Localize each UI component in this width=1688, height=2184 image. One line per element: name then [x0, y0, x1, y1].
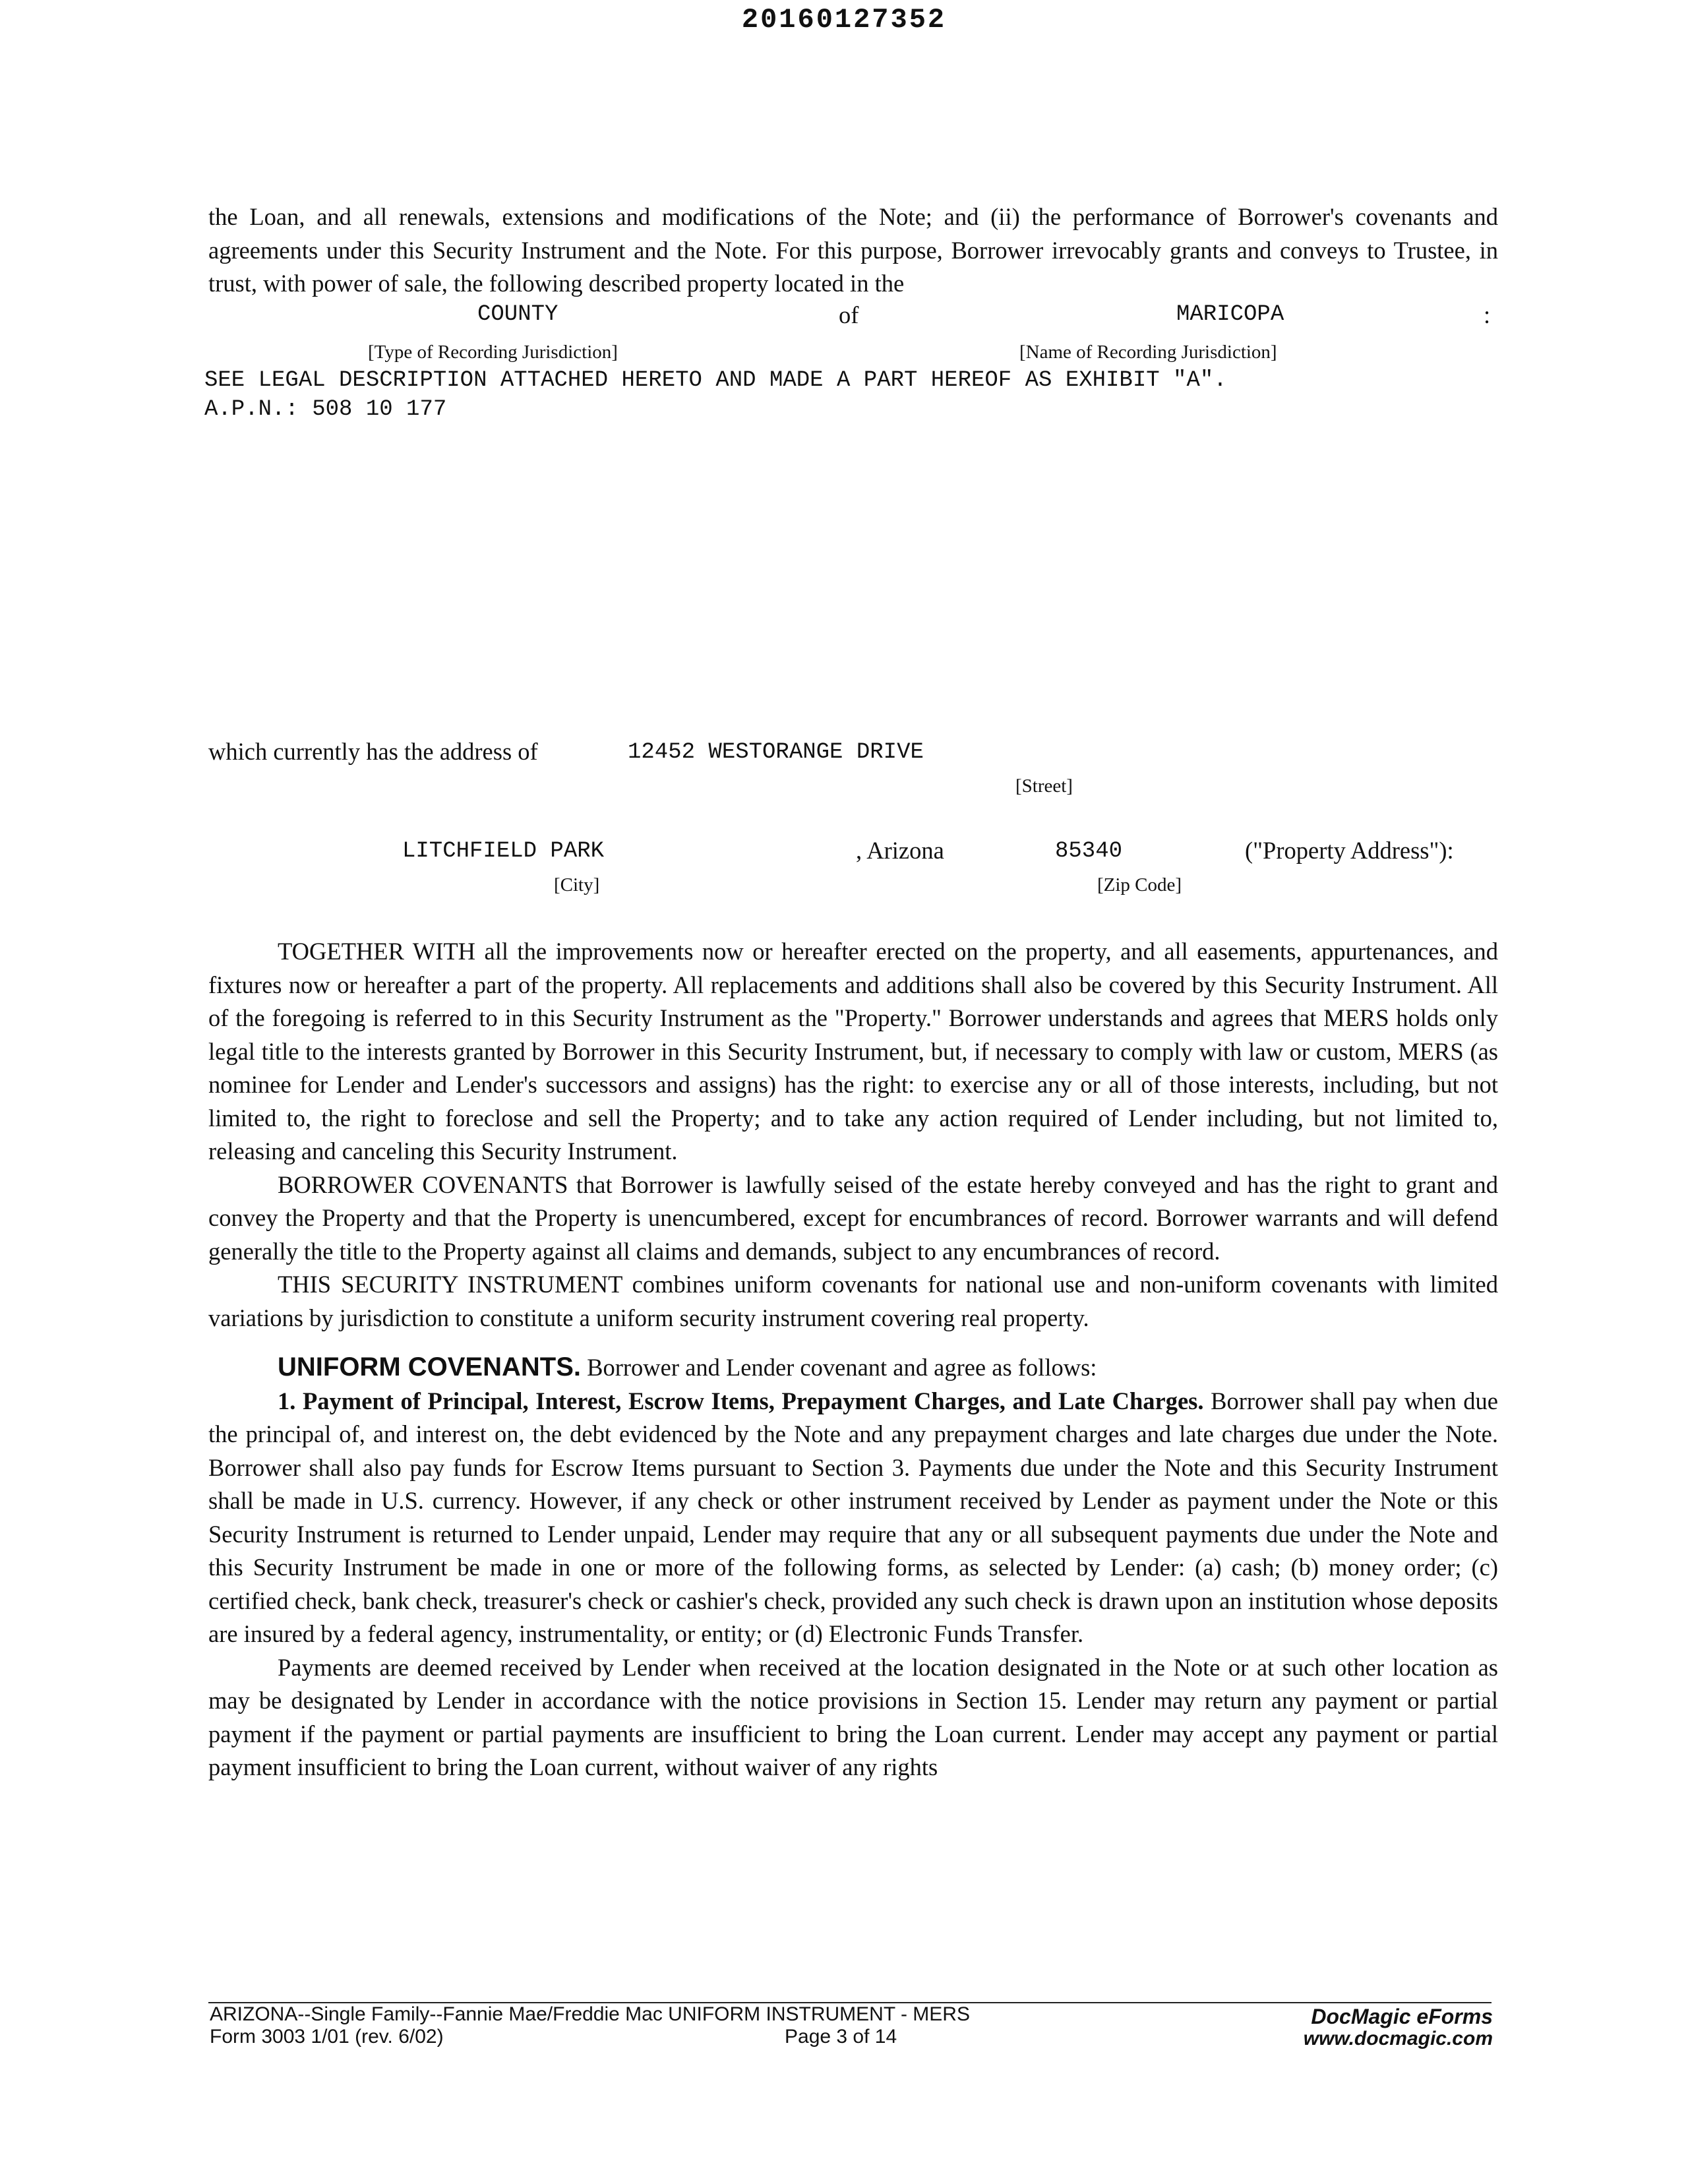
footer-brand-url: www.docmagic.com — [1303, 2028, 1493, 2049]
legal-description-apn: A.P.N.: 508 10 177 — [204, 397, 447, 422]
address-street-label: [Street] — [1015, 775, 1073, 797]
jurisdiction-of: of — [839, 301, 859, 328]
recording-number: 20160127352 — [741, 4, 947, 36]
borrower-covenants-paragraph: BORROWER COVENANTS that Borrower is lawfully seised of the estate hereby conveyed and has the right to grant and convey the Property and that the Property is unencumbered, except for encumbrances of record. Borrower warrants and will defend generally the title to the Property against all claims and demands, subject to any encumbrances of record. — [208, 1170, 1498, 1265]
uniform-covenants-heading: UNIFORM COVENANTS. — [278, 1352, 581, 1381]
footer-form-title: ARIZONA--Single Family--Fannie Mae/Freddie Mac UNIFORM INSTRUMENT - MERS — [210, 2003, 970, 2025]
address-city: LITCHFIELD PARK — [402, 839, 605, 864]
address-zip-label: [Zip Code] — [1097, 874, 1182, 895]
intro-paragraph — [208, 200, 1498, 301]
address-street: 12452 WESTORANGE DRIVE — [628, 740, 924, 765]
jurisdiction-type-value: COUNTY — [477, 302, 558, 327]
address-zip: 85340 — [1055, 839, 1123, 864]
uniform-covenants-heading-rest: Borrower and Lender covenant and agree as follows: — [581, 1354, 1097, 1381]
this-security-instrument-paragraph: THIS SECURITY INSTRUMENT combines uniform covenants for national use and non-uniform covenants with limited variations by jurisdiction to constitute a uniform security instrument covering real property. — [208, 1271, 1498, 1331]
section-1-text: Borrower shall pay when due the principal of, and interest on, the debt evidenced by the Note and any prepayment charges and late charges due under the Note. Borrower shall also pay funds for Escrow Items pursuant to Section 3. Payments due under the Note and this Security Instrument shall be made in U.S. currency. However, if any check or other instrument received by Lender as payment under the Note or this Security Instrument is returned to Lender unpaid, Lender may require that any or all subsequent payments due under the Note and this Security Instrument be made in one or more of the following forms, as selected by Lender: (a) cash; (b) money order; (c) certified check, bank check, treasurer's check or cashier's check, provided any such check is drawn upon an institution whose deposits are insured by a federal agency, instrumentality, or entity; or (d) Electronic Funds Transfer. — [208, 1387, 1498, 1647]
together-with-paragraph: TOGETHER WITH all the improvements now or hereafter erected on the property, and all easements, appurtenances, and fixtures now or hereafter a part of the property. All replacements and additions shall also be covered by this Security Instrument. All of the foregoing is referred to in this Security Instrument as the "Property." Borrower understands and agrees that MERS holds only legal title to the interests granted by Borrower in this Security Instrument, but, if necessary to comply with law or custom, MERS (as nominee for Lender and Lender's successors and assigns) has the right: to exercise any or all of those interests, including, but not limited to, the right to foreclose and sell the Property; and to take any action required of Lender including, but not limited to, releasing and canceling this Security Instrument. — [208, 938, 1498, 1165]
jurisdiction-type-label: [Type of Recording Jurisdiction] — [368, 342, 618, 363]
section-1-paragraph-2: Payments are deemed received by Lender when received at the location designated in the Note or at such other location as may be designated by Lender in accordance with the notice provisions in Section 15. Lender may return any payment or partial payment if the payment or partial payments are insufficient to bring the Loan current. Lender may accept any payment or partial payment insufficient to bring the Loan current, without waiver of any rights — [208, 1653, 1498, 1780]
jurisdiction-name-value: MARICOPA — [1176, 302, 1284, 327]
footer-page-number: Page 3 of 14 — [785, 2026, 897, 2048]
address-suffix: ("Property Address"): — [1245, 837, 1454, 864]
address-prefix: which currently has the address of — [208, 738, 538, 765]
section-1-title: 1. Payment of Principal, Interest, Escrow Items, Prepayment Charges, and Late Charges. — [278, 1387, 1204, 1414]
legal-description-line1: SEE LEGAL DESCRIPTION ATTACHED HERETO AND MADE A PART HEREOF AS EXHIBIT "A". — [204, 368, 1227, 393]
main-paragraphs — [208, 935, 1498, 1784]
footer-brand-logo: DocMagic eForms — [1311, 2005, 1493, 2028]
section-1-paragraph — [208, 1385, 1498, 1651]
jurisdiction-name-label: [Name of Recording Jurisdiction] — [1019, 342, 1277, 363]
uniform-covenants-intro — [208, 1350, 1498, 1385]
address-state: , Arizona — [856, 837, 944, 864]
footer-form-number: Form 3003 1/01 (rev. 6/02) — [210, 2026, 444, 2048]
jurisdiction-colon: : — [1484, 301, 1491, 328]
intro-text: the Loan, and all renewals, extensions and modifications of the Note; and (ii) the performance of Borrower's covenants and agreements under this Security Instrument and the Note. For this purpose, Borrower irrevocably grants and conveys to Trustee, in trust, with power of sale, the following described property located in the — [208, 203, 1498, 297]
address-city-label: [City] — [554, 874, 600, 895]
